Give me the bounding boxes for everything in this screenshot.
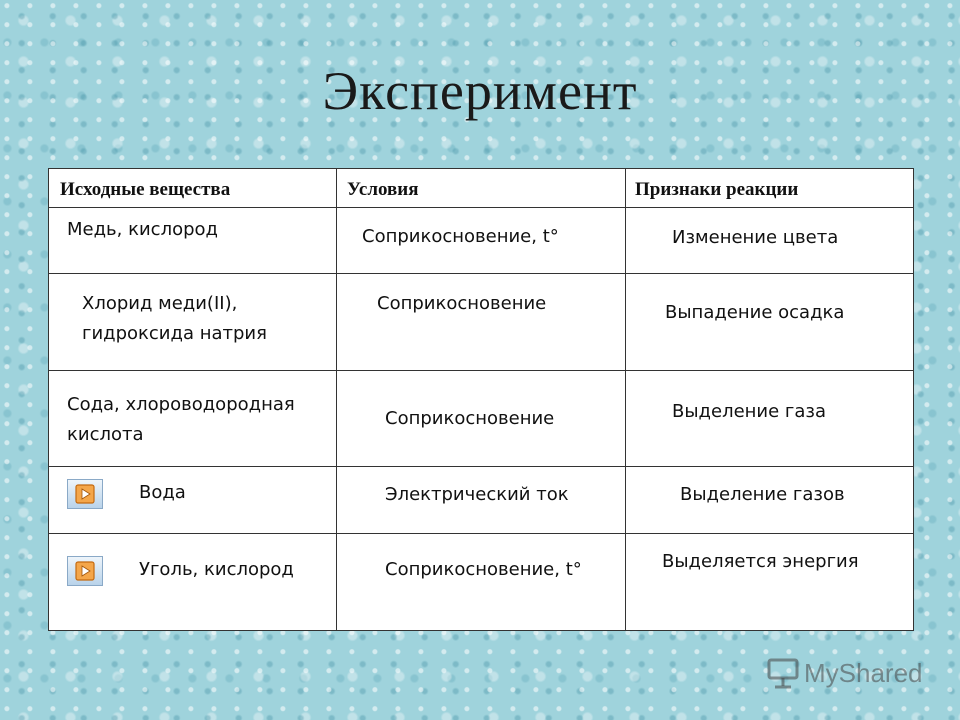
row5-substances: Уголь, кислород [139,559,294,580]
play-video-icon[interactable] [67,479,103,509]
header-substances: Исходные вещества [60,179,231,200]
column-divider [336,169,337,630]
experiment-table [48,168,914,631]
row2-conditions: Соприкосновение [377,293,547,314]
header-signs: Признаки реакции [635,179,799,200]
row3-substances-line2: кислота [67,424,144,445]
row3-substances-line1: Сода, хлороводородная [67,394,295,415]
column-divider [625,169,626,630]
row4-signs: Выделение газов [680,484,845,505]
row1-signs: Изменение цвета [672,227,839,248]
presentation-board-icon [766,656,800,690]
slide-title: Эксперимент [322,61,638,121]
watermark-text: MyShared [804,658,923,688]
row4-conditions: Электрический ток [385,484,569,505]
row-divider [49,370,913,371]
row5-signs: Выделяется энергия [662,551,859,572]
row2-signs: Выпадение осадка [665,302,845,323]
header-conditions: Условия [347,179,419,200]
row1-substances: Медь, кислород [67,219,218,240]
row5-conditions: Соприкосновение, t° [385,559,582,580]
row3-conditions: Соприкосновение [385,408,555,429]
row3-signs: Выделение газа [672,401,827,422]
row1-conditions: Соприкосновение, t° [362,226,559,247]
row2-substances-line1: Хлорид меди(II), [82,293,238,314]
row2-substances-line2: гидроксида натрия [82,323,267,344]
play-video-icon[interactable] [67,556,103,586]
row-divider [49,466,913,467]
row4-substances: Вода [139,482,186,503]
header-divider [49,207,913,208]
row-divider [49,273,913,274]
row-divider [49,533,913,534]
